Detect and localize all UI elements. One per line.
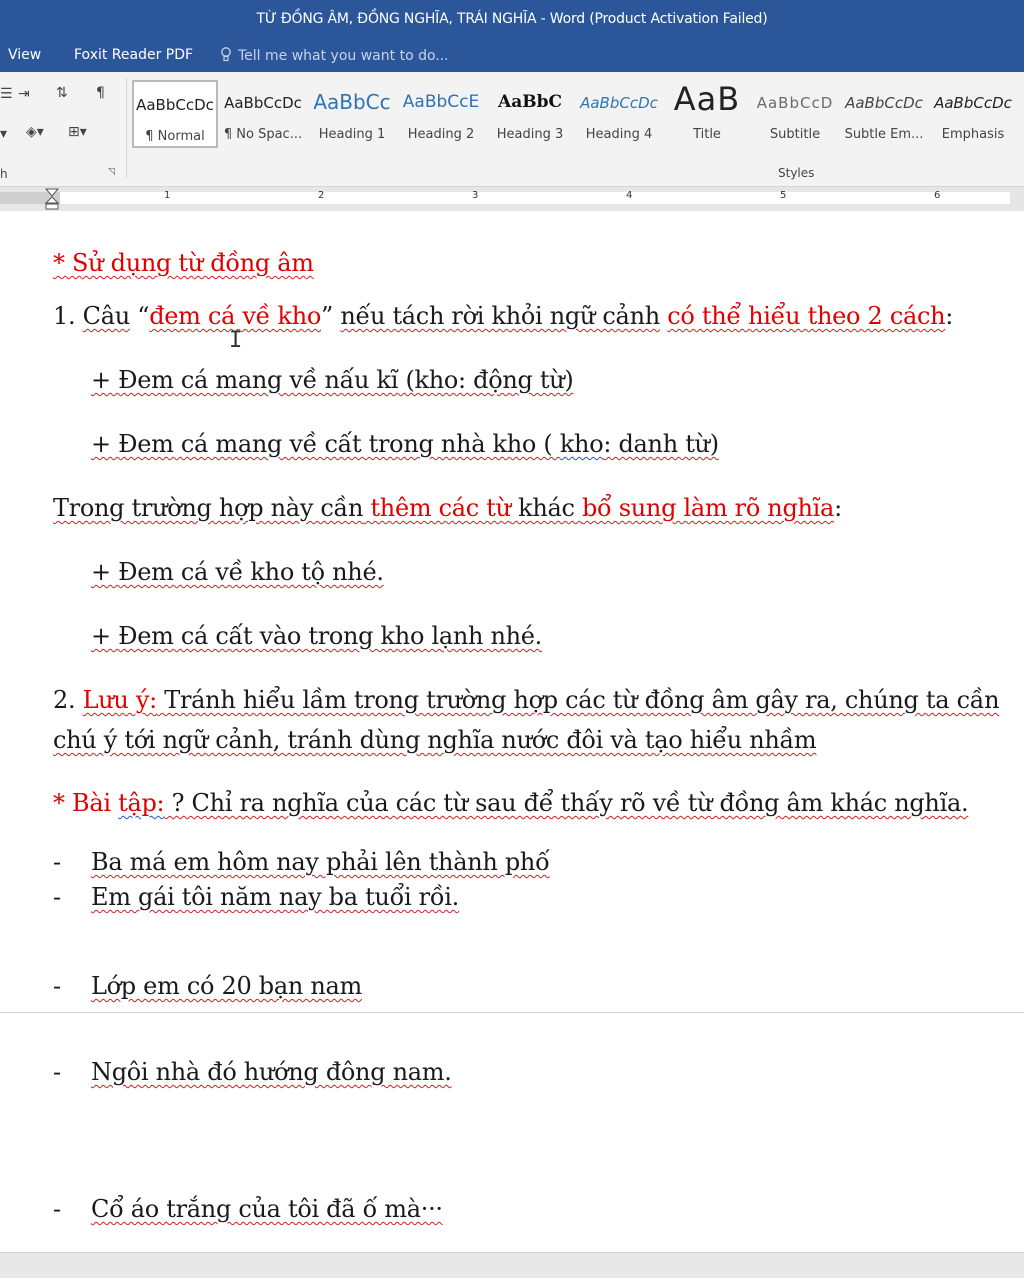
- page-break-line: [0, 1012, 1024, 1013]
- style-preview: AaB: [673, 80, 741, 118]
- text-run: 2.: [53, 686, 83, 714]
- style-normal[interactable]: [132, 80, 218, 148]
- text-run: + Đem cá mang về cất trong nhà kho (: [91, 430, 560, 458]
- style-heading-4[interactable]: [576, 80, 662, 148]
- group-divider: [126, 78, 127, 178]
- style-subtle-emphasis[interactable]: [841, 80, 927, 148]
- style-preview: AaBbCcDc: [580, 94, 658, 112]
- style-preview: AaBbC: [498, 92, 562, 112]
- page-gap: [0, 1252, 1024, 1278]
- style-name: Heading 4: [585, 127, 653, 142]
- style-title[interactable]: [664, 80, 750, 148]
- text-run: khác: [510, 494, 582, 522]
- style-heading-2[interactable]: [398, 80, 484, 148]
- style-preview: AaBbCcDc: [136, 96, 214, 114]
- ruler-number: 3: [472, 190, 479, 201]
- style-no-spacing[interactable]: [220, 80, 306, 148]
- text-run-highlight: bổ sung làm rõ nghĩa: [581, 494, 835, 522]
- style-heading-1[interactable]: [309, 80, 395, 148]
- shading-icon[interactable]: ◈▾: [26, 124, 44, 140]
- menu-bar: [0, 40, 1024, 72]
- style-subtitle[interactable]: [752, 80, 838, 148]
- text-run: “: [129, 302, 150, 330]
- ribbon: [0, 72, 1024, 187]
- borders-icon[interactable]: ⊞▾: [68, 124, 87, 140]
- style-preview: AaBbCcD: [756, 94, 834, 112]
- text-run-highlight: Lưu ý:: [82, 686, 157, 714]
- text-run: :: [834, 494, 842, 522]
- text-cursor-icon: I: [229, 328, 243, 353]
- style-name: Subtle Em...: [844, 127, 924, 142]
- style-preview: AaBbCcDc: [224, 94, 302, 112]
- window-title: TỪ ĐỒNG ÂM, ĐỒNG NGHĨA, TRÁI NGHĨA - Word (Product Activation Failed): [256, 11, 768, 27]
- list-item[interactable]: [0, 972, 1024, 1004]
- list-dash: -: [53, 1195, 61, 1223]
- ruler-number: 4: [626, 190, 633, 201]
- bullet-line-1[interactable]: + Đem cá mang về nấu kĩ (kho: động từ): [91, 366, 574, 394]
- list-item-text: Em gái tôi năm nay ba tuổi rồi.: [91, 883, 459, 911]
- text-run-highlight: có thể hiểu theo 2 cách: [667, 302, 946, 330]
- align-dropdown-icon[interactable]: ▾: [0, 126, 8, 142]
- style-name: Subtitle: [769, 127, 821, 142]
- style-preview: AaBbCcDc: [845, 94, 923, 112]
- text-run: Tránh hiểu lầm trong trường hợp các từ đồng âm gây ra, chúng ta cần: [156, 686, 1000, 714]
- list-dash: -: [53, 848, 61, 876]
- ruler-track: [60, 192, 1010, 204]
- style-name: ¶ No Spac...: [223, 127, 303, 142]
- list-dash: -: [53, 1058, 61, 1086]
- style-name: Emphasis: [941, 127, 1005, 142]
- style-emphasis[interactable]: [930, 80, 1016, 148]
- list-item[interactable]: [0, 883, 1024, 915]
- style-preview: AaBbCcDc: [934, 94, 1012, 112]
- style-heading-3[interactable]: [487, 80, 573, 148]
- paragraph-3-line-2[interactable]: chú ý tới ngữ cảnh, tránh dùng nghĩa nước đôi và tạo hiểu nhầm: [53, 726, 817, 754]
- list-item-text: Ngôi nhà đó hướng đông nam.: [91, 1058, 452, 1086]
- list-item-text: Ba má em hôm nay phải lên thành phố: [91, 848, 550, 876]
- list-dash: -: [53, 883, 61, 911]
- style-name: Heading 2: [407, 127, 475, 142]
- tell-me-box[interactable]: [220, 47, 449, 64]
- text-run: ? Chỉ ra nghĩa của các từ sau để thấy rõ về từ đồng âm khác nghĩa.: [164, 789, 969, 817]
- exercise-heading[interactable]: [53, 789, 968, 817]
- paragraph-1[interactable]: [53, 302, 953, 330]
- list-dash: -: [53, 972, 61, 1000]
- style-name: ¶ Normal: [145, 129, 205, 144]
- paragraph-3[interactable]: [53, 686, 999, 714]
- sort-icon[interactable]: ⇅: [56, 85, 68, 101]
- indent-icon[interactable]: ⇥: [18, 86, 30, 102]
- text-run: kho: [559, 430, 604, 458]
- ruler-number: 5: [780, 190, 787, 201]
- tab-foxit-reader-pdf[interactable]: Foxit Reader PDF: [74, 47, 194, 63]
- lightbulb-icon: [220, 47, 232, 62]
- text-run: 1.: [53, 302, 83, 330]
- ruler-number: 6: [934, 190, 941, 201]
- list-item[interactable]: [0, 1195, 1024, 1227]
- text-run-highlight: đem cá về kho: [149, 302, 322, 330]
- style-preview: AaBbCcE: [402, 92, 480, 112]
- text-run-highlight: * Bài: [53, 789, 119, 817]
- bullet-line-3[interactable]: + Đem cá về kho tộ nhé.: [91, 558, 384, 586]
- bullets-icon[interactable]: ☰: [0, 86, 13, 102]
- tab-view[interactable]: View: [8, 47, 42, 63]
- pilcrow-icon[interactable]: ¶: [96, 85, 105, 101]
- text-run: Trong trường hợp này cần: [53, 494, 364, 522]
- list-item[interactable]: [0, 1058, 1024, 1090]
- text-run: Câu: [82, 302, 130, 330]
- title-bar: [0, 0, 1024, 40]
- list-item-text: Cổ áo trắng của tôi đã ố mà···: [91, 1195, 443, 1223]
- text-run: : danh từ): [603, 430, 719, 458]
- bullet-line-4[interactable]: + Đem cá cất vào trong kho lạnh nhé.: [91, 622, 543, 650]
- text-run-highlight: thêm các từ: [363, 494, 511, 522]
- indent-marker-icon[interactable]: [44, 187, 60, 211]
- paragraph-2[interactable]: [53, 494, 842, 522]
- style-preview: AaBbCc: [313, 90, 391, 114]
- ruler-number: 1: [164, 190, 171, 201]
- style-name: Heading 1: [318, 127, 386, 142]
- list-item-text: Lớp em có 20 bạn nam: [91, 972, 362, 1000]
- text-run-highlight: tập:: [118, 789, 165, 817]
- horizontal-ruler[interactable]: [0, 187, 1024, 211]
- text-run: nếu tách rời khỏi ngữ cảnh: [340, 302, 660, 330]
- tell-me-placeholder: Tell me what you want to do...: [238, 48, 449, 64]
- style-name: Title: [693, 127, 721, 142]
- paragraph-group-label: h: [0, 167, 8, 181]
- styles-group-label: Styles: [778, 166, 815, 180]
- text-run: :: [945, 302, 954, 330]
- list-item[interactable]: [0, 848, 1024, 880]
- style-name: Heading 3: [496, 127, 564, 142]
- text-run: ”: [321, 302, 341, 330]
- paragraph-dialog-launcher-icon[interactable]: ◹: [108, 167, 115, 177]
- ruler-number: 2: [318, 190, 325, 201]
- bullet-line-2[interactable]: [91, 430, 719, 458]
- section-heading-dong-am[interactable]: * Sử dụng từ đồng âm: [53, 249, 314, 277]
